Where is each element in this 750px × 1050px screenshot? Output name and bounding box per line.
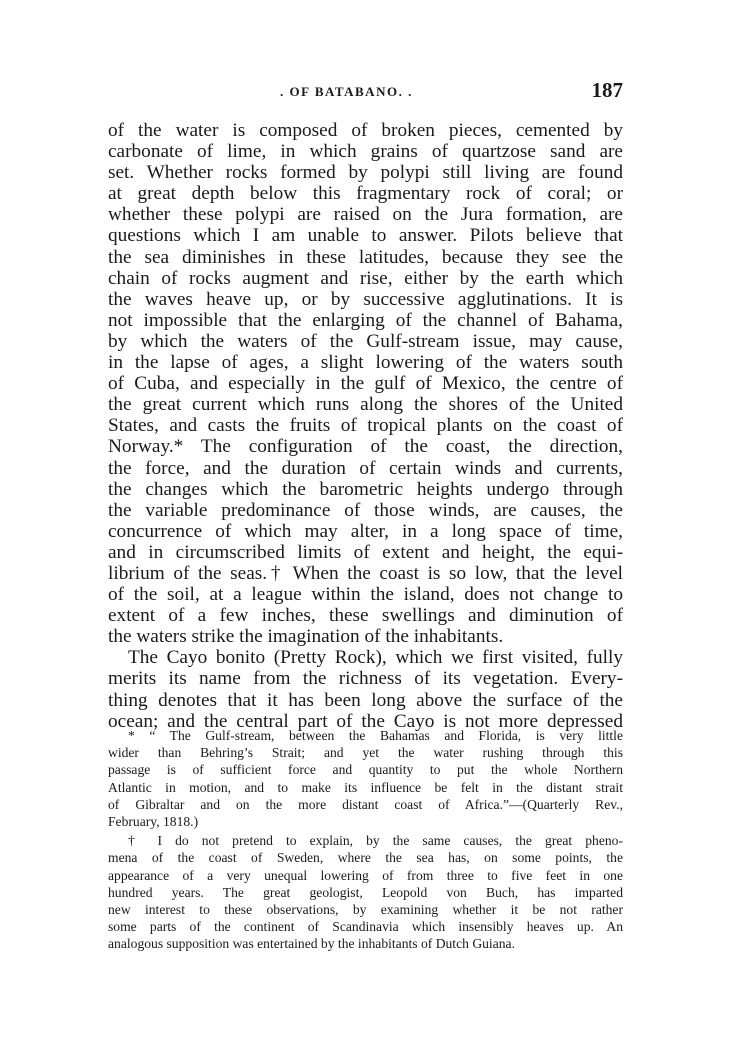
body-line: merits its name from the richness of its vegetation. Every- bbox=[108, 668, 623, 690]
footnote-line: analogous supposition was entertained by the inhabitants of Dutch Guiana. bbox=[108, 936, 515, 952]
body-line: and in circumscribed limits of extent and height, the equi- bbox=[108, 541, 623, 563]
footnote-line: hundred years. The great geologist, Leopold von Buch, has imparted bbox=[108, 884, 623, 900]
body-line: in the lapse of ages, a slight lowering of the waters south bbox=[108, 352, 623, 374]
page-header bbox=[108, 80, 623, 104]
body-line: extent of a few inches, these swellings and diminution of bbox=[108, 605, 623, 627]
footnote-line: wider than Behring’s Strait; and yet the water rushing through this bbox=[108, 745, 623, 761]
body-line: Norway.* The configuration of the coast, the direction, bbox=[108, 436, 623, 458]
body-text bbox=[108, 120, 623, 732]
body-line: concurrence of which may alter, in a long space of time, bbox=[108, 520, 623, 542]
body-line: of Cuba, and especially in the gulf of Mexico, the centre of bbox=[108, 373, 623, 395]
body-line: set. Whether rocks formed by polypi still living are found bbox=[108, 162, 623, 184]
body-line: the waters strike the imagination of the inhabitants. bbox=[108, 626, 504, 648]
body-line: ocean; and the central part of the Cayo is not more depressed bbox=[108, 710, 623, 732]
body-line: States, and casts the fruits of tropical plants on the coast of bbox=[108, 415, 623, 437]
footnote-line: new interest to these observations, by examining whether it be not rather bbox=[108, 901, 623, 917]
footnote-line: mena of the coast of Sweden, where the sea has, on some points, the bbox=[108, 850, 623, 866]
running-head: . OF BATABANO. . bbox=[280, 84, 413, 99]
body-line: questions which I am unable to answer. Pilots believe that bbox=[108, 225, 623, 247]
footnote-line: passage is of sufficient force and quantity to put the whole Northern bbox=[108, 762, 623, 778]
body-line: carbonate of lime, in which grains of quartzose sand are bbox=[108, 141, 623, 163]
footnote-line bbox=[108, 832, 623, 849]
page-number: 187 bbox=[591, 78, 623, 102]
body-line: the variable predominance of those winds, are causes, the bbox=[108, 499, 623, 521]
body-line: of the soil, at a league within the island, does not change to bbox=[108, 584, 623, 606]
body-line: whether these polypi are raised on the Jura formation, are bbox=[108, 204, 623, 226]
footnote-line: of Gibraltar and on the more distant coast of Africa.”—(Quarterly Rev., bbox=[108, 796, 623, 812]
body-line: the changes which the barometric heights undergo through bbox=[108, 478, 623, 500]
footnote-line: appearance of a very unequal lowering of from three to five feet in one bbox=[108, 867, 623, 883]
body-line: chain of rocks augment and rise, either by the earth which bbox=[108, 267, 623, 289]
footnote-2-start: † I do not pretend to explain, by the same causes, the great pheno- bbox=[128, 833, 623, 849]
body-line: librium of the seas.† When the coast is so low, that the level bbox=[108, 562, 623, 584]
footnote-line bbox=[108, 727, 623, 744]
body-line: not impossible that the enlarging of the channel of Bahama, bbox=[108, 309, 623, 331]
body-line: of the water is composed of broken pieces, cemented by bbox=[108, 120, 623, 141]
body-line: the sea diminishes in these latitudes, because they see the bbox=[108, 246, 623, 268]
body-line bbox=[108, 647, 623, 668]
body-line: the force, and the duration of certain winds and currents, bbox=[108, 457, 623, 479]
footnote-line: some parts of the continent of Scandinavia which insensibly heaves up. An bbox=[108, 919, 623, 935]
footnote-1-start: * “ The Gulf-stream, between the Bahamas and Florida, is very little bbox=[128, 728, 623, 743]
body-line: the waves heave up, or by successive agglutinations. It is bbox=[108, 288, 623, 310]
footnotes bbox=[108, 727, 623, 952]
footnote-line: February, 1818.) bbox=[108, 813, 199, 829]
body-line: thing denotes that it has been long above the surface of the bbox=[108, 689, 623, 711]
body-line: the great current which runs along the shores of the United bbox=[108, 394, 623, 416]
para2-line: The Cayo bonito (Pretty Rock), which we first visited, fully bbox=[128, 647, 623, 669]
footnote-line: Atlantic in motion, and to make its influence be felt in the distant strait bbox=[108, 779, 623, 795]
body-line: by which the waters of the Gulf-stream issue, may cause, bbox=[108, 330, 623, 352]
body-line: at great depth below this fragmentary rock of coral; or bbox=[108, 183, 623, 205]
